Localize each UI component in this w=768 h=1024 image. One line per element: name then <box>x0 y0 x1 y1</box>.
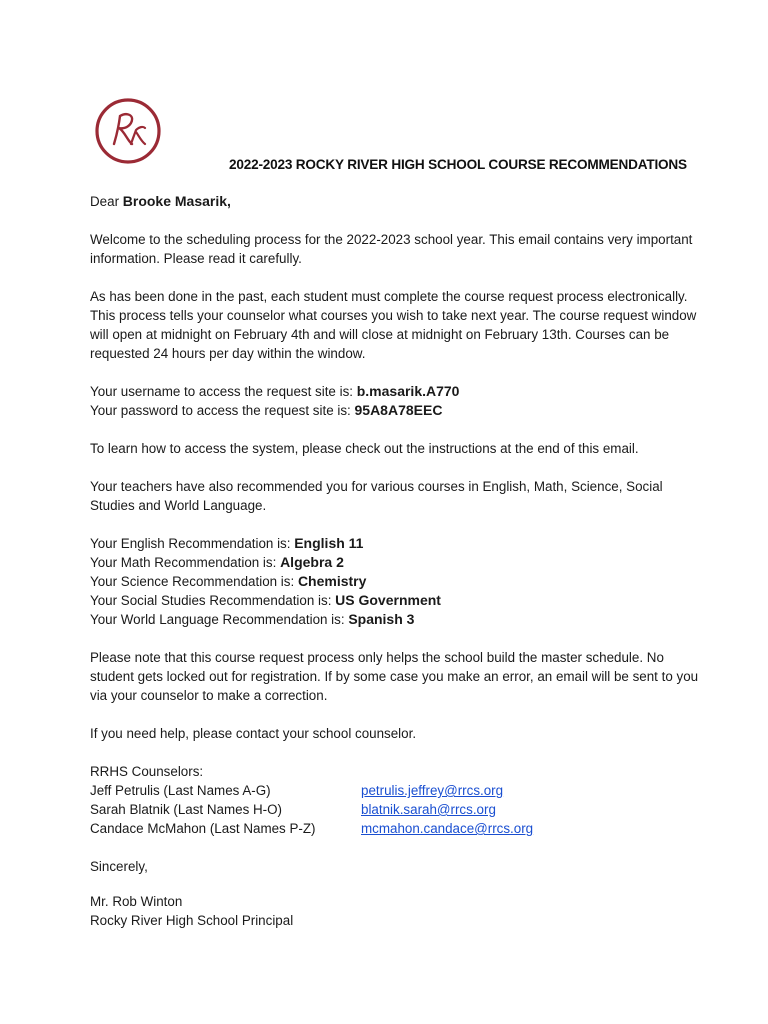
recommendation-science <box>90 572 700 591</box>
password-line <box>90 401 700 420</box>
recommendation-social-studies <box>90 591 700 610</box>
recommendation-value: English 11 <box>294 535 364 551</box>
recommendation-math <box>90 553 700 572</box>
greeting <box>90 192 700 211</box>
counselor-name: Sarah Blatnik (Last Names H-O) <box>90 802 282 817</box>
note-paragraph: Please note that this course request process only helps the school build the master schedule. No student gets locked out for registration. If by some case you make an error, an email will be sent to you via your counselor to make a correction. <box>90 650 699 703</box>
username-label: Your username to access the request site is: <box>90 384 353 399</box>
recommendation-value: US Government <box>335 592 441 608</box>
recommendation-label: Your World Language Recommendation is: <box>90 612 345 627</box>
instructions-paragraph: To learn how to access the system, please check out the instructions at the end of this email. <box>90 441 639 456</box>
counselor-row <box>90 819 700 838</box>
counselor-email-link[interactable]: petrulis.jeffrey@rrcs.org <box>361 783 504 798</box>
recommendation-label: Your Math Recommendation is: <box>90 555 277 570</box>
recommendation-english <box>90 534 700 553</box>
counselor-email-link[interactable]: mcmahon.candace@rrcs.org <box>361 821 534 836</box>
signer-name: Mr. Rob Winton <box>90 894 183 909</box>
sign-off: Sincerely, <box>90 859 148 874</box>
process-paragraph: As has been done in the past, each student must complete the course request process electronically. This process tells your counselor what courses you wish to take next year. The course request window will open at midnight on February 4th and will close at midnight on February 13th. Courses can be requested 24 hours per day within the window. <box>90 289 697 361</box>
recommendation-value: Spanish 3 <box>348 611 415 627</box>
letter-body <box>90 192 700 930</box>
recommendation-label: Your English Recommendation is: <box>90 536 291 551</box>
help-paragraph: If you need help, please contact your school counselor. <box>90 726 417 741</box>
recommendation-value: Chemistry <box>297 573 367 589</box>
password-label: Your password to access the request site is: <box>90 403 351 418</box>
teachers-paragraph: Your teachers have also recommended you for various courses in English, Math, Science, Social Studies and World Language. <box>90 479 663 513</box>
counselors-title: RRHS Counselors: <box>90 764 204 779</box>
counselor-email-link[interactable]: blatnik.sarah@rrcs.org <box>361 802 496 817</box>
letter-heading: 2022-2023 ROCKY RIVER HIGH SCHOOL COURSE RECOMMENDATIONS <box>229 157 687 172</box>
signer-title: Rocky River High School Principal <box>90 913 294 928</box>
username-value: b.masarik.A770 <box>356 383 460 399</box>
counselor-name: Jeff Petrulis (Last Names A-G) <box>90 783 271 798</box>
counselor-name: Candace McMahon (Last Names P-Z) <box>90 821 316 836</box>
recommendation-label: Your Science Recommendation is: <box>90 574 295 589</box>
school-logo <box>95 98 161 164</box>
counselor-row <box>90 800 700 819</box>
recommendation-label: Your Social Studies Recommendation is: <box>90 593 332 608</box>
counselor-row <box>90 781 700 800</box>
welcome-paragraph: Welcome to the scheduling process for the 2022-2023 school year. This email contains very important information. Please read it carefully. <box>90 232 693 266</box>
recommendation-world-language <box>90 610 700 629</box>
password-value: 95A8A78EEC <box>354 402 443 418</box>
username-line <box>90 382 700 401</box>
recommendation-value: Algebra 2 <box>280 554 344 570</box>
student-name: Brooke Masarik, <box>122 193 231 209</box>
greeting-prefix: Dear <box>90 194 120 209</box>
